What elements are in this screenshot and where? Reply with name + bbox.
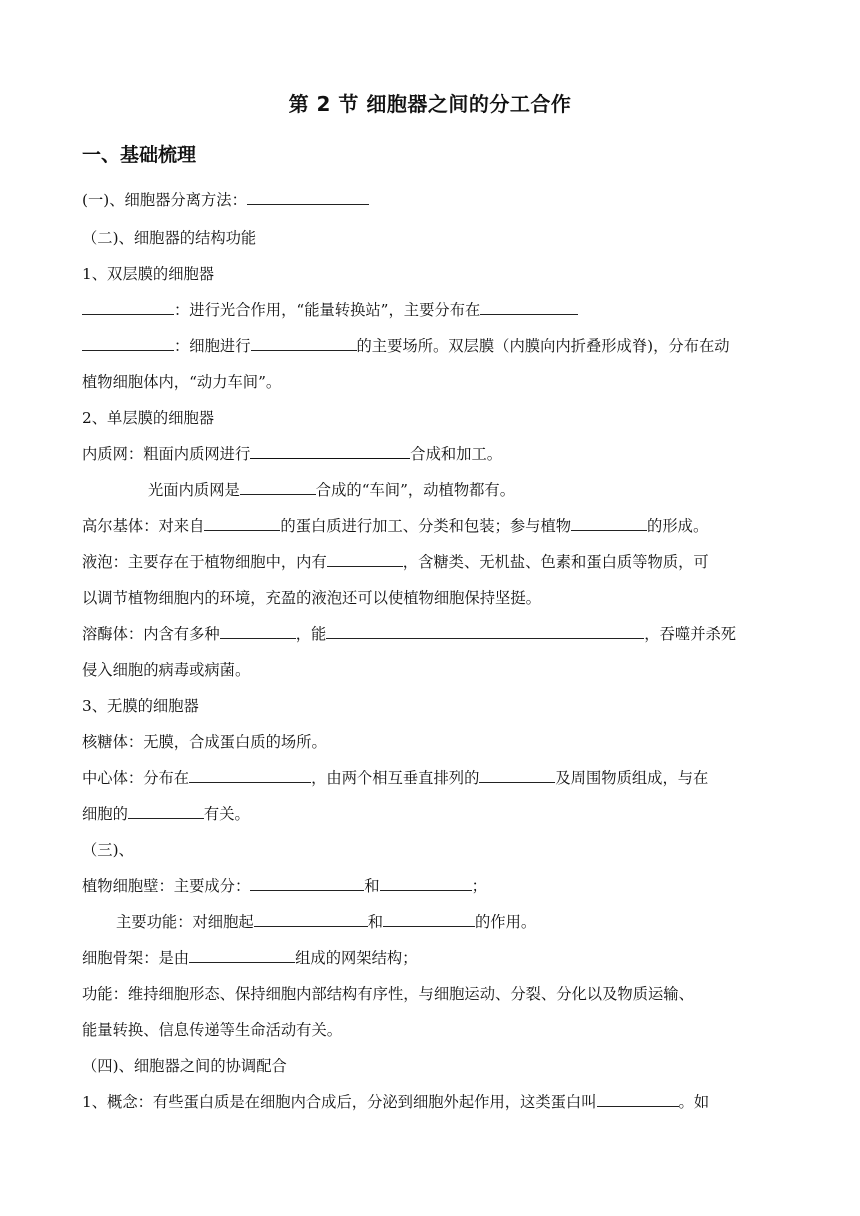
blank-field[interactable] (380, 876, 472, 891)
line-er-rough: 内质网：粗面内质网进行 合成和加工。 (82, 445, 503, 463)
line-mitochondria-cont: 植物细胞体内，“动力车间”。 (82, 373, 282, 391)
line-chloroplast: ：进行光合作用，“能量转换站”，主要分布在 (82, 299, 578, 321)
line-cell-wall: 植物细胞壁：主要成分： 和 ； (82, 877, 487, 895)
line-centrosome: 中心体：分布在 ，由两个相互垂直排列的 及周围物质组成，与在 (82, 769, 709, 787)
line-centrosome-cont: 细胞的 有关。 (82, 805, 250, 823)
blank-field[interactable] (82, 300, 174, 315)
blank-field[interactable] (383, 912, 475, 927)
blank-field[interactable] (480, 300, 578, 315)
line-ribosome: 核糖体：无膜，合成蛋白质的场所。 (82, 733, 327, 751)
blank-field[interactable] (247, 190, 369, 205)
line-vacuole-cont: 以调节植物细胞内的环境，充盈的液泡还可以使植物细胞保持坚挺。 (82, 589, 541, 607)
blank-field[interactable] (479, 768, 555, 783)
blank-field[interactable] (251, 336, 357, 351)
line-cytoskeleton-function: 功能：维持细胞形态、保持细胞内部结构有序性，与细胞运动、分裂、分化以及物质运输、 (82, 985, 694, 1003)
blank-field[interactable] (327, 552, 403, 567)
blank-field[interactable] (250, 444, 410, 459)
subsection-structure-function: （二)、细胞器的结构功能 (82, 229, 257, 247)
blank-field[interactable] (250, 876, 364, 891)
blank-field[interactable] (189, 948, 295, 963)
section-heading: 一、基础梳理 (82, 144, 197, 166)
subsection-coordination: （四)、细胞器之间的协调配合 (82, 1057, 287, 1075)
blank-field[interactable] (571, 516, 647, 531)
item-no-membrane: 3、无膜的细胞器 (82, 697, 199, 715)
blank-field[interactable] (220, 624, 296, 639)
blank-field[interactable] (189, 768, 311, 783)
blank-field[interactable] (82, 336, 174, 351)
blank-field[interactable] (597, 1092, 679, 1107)
blank-field[interactable] (254, 912, 368, 927)
line-cell-wall-function: 主要功能：对细胞起 和 的作用。 (116, 913, 537, 931)
line-secretory-protein: 1、概念：有些蛋白质是在细胞内合成后，分泌到细胞外起作用，这类蛋白叫 。如 (82, 1093, 710, 1111)
line-cytoskeleton: 细胞骨架：是由 组成的网架结构； (82, 949, 418, 967)
line-separation-method: (一)、细胞器分离方法： (82, 189, 369, 211)
line-vacuole: 液泡：主要存在于植物细胞中，内有 ，含糖类、无机盐、色素和蛋白质等物质，可 (82, 553, 709, 571)
blank-field[interactable] (204, 516, 280, 531)
subsection-three: （三)、 (82, 841, 134, 859)
blank-field[interactable] (240, 480, 316, 495)
line-er-smooth: 光面内质网是 合成的“车间”，动植物都有。 (148, 481, 516, 499)
blank-field[interactable] (128, 804, 204, 819)
line-cytoskeleton-function-cont: 能量转换、信息传递等生命活动有关。 (82, 1021, 343, 1039)
page-title: 第 2 节 细胞器之间的分工合作 (288, 92, 572, 116)
line-lysosome: 溶酶体：内含有多种 ，能 ，吞噬并杀死 (82, 625, 737, 643)
line-lysosome-cont: 侵入细胞的病毒或病菌。 (82, 661, 251, 679)
item-single-membrane: 2、单层膜的细胞器 (82, 409, 215, 427)
line-golgi: 高尔基体：对来自 的蛋白质进行加工、分类和包装；参与植物 的形成。 (82, 517, 709, 535)
item-double-membrane: 1、双层膜的细胞器 (82, 265, 215, 283)
line-mitochondria: ：细胞进行 的主要场所。双层膜（内膜向内折叠形成脊)，分布在动 (82, 335, 730, 357)
blank-field[interactable] (326, 624, 644, 639)
